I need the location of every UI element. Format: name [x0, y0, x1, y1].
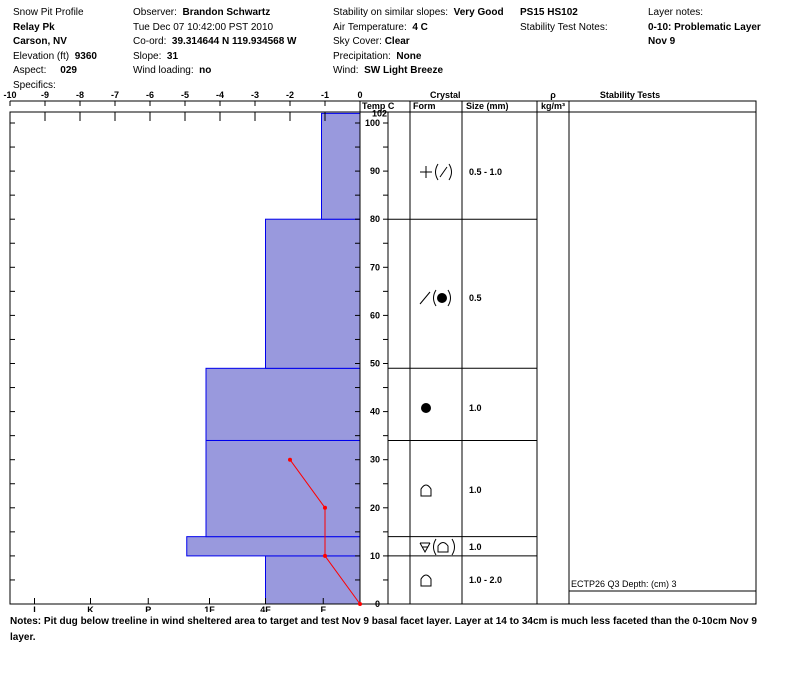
- height-tick-label: 70: [369, 262, 380, 273]
- layer-size: 1.0: [469, 542, 482, 552]
- elevation-value: 9360: [74, 50, 97, 62]
- layer-size: 1.0: [469, 485, 482, 495]
- temperature-point: [323, 506, 327, 510]
- height-top-label: 102: [371, 108, 387, 119]
- temp-tick-label: -10: [3, 90, 17, 100]
- layer-row: [421, 485, 482, 496]
- coord-label: Co-ord:: [133, 36, 167, 48]
- temp-tick-label: -1: [320, 90, 330, 100]
- air-temp-value: 4 C: [412, 21, 428, 33]
- hardness-bar: [206, 368, 360, 440]
- hardness-bar: [187, 537, 360, 556]
- stability-test-notes-label: Stability Test Notes:: [520, 21, 608, 33]
- layer-row: [420, 539, 482, 555]
- layer-row: [420, 290, 482, 306]
- height-tick-label: 50: [369, 358, 380, 369]
- hardness-tick-label: 1F: [204, 605, 215, 612]
- wind-value: SW Light Breeze: [364, 65, 444, 77]
- paren-icon: [452, 539, 455, 555]
- slope-label: Slope:: [133, 50, 162, 62]
- decomposing-icon: [420, 292, 430, 304]
- faceted-crystal-icon: [421, 485, 431, 496]
- paren-icon: [448, 290, 451, 306]
- layer-notes-label: Layer notes:: [648, 7, 704, 18]
- aspect-value: 029: [60, 65, 77, 77]
- temp-tick-label: -8: [75, 90, 85, 100]
- crystal-header: Crystal: [430, 90, 461, 100]
- observer-value: Brandon Schwartz: [182, 7, 271, 18]
- location: Relay Pk: [13, 21, 55, 33]
- decomposing-icon: [440, 167, 447, 177]
- temp-tick-label: 0: [357, 90, 363, 100]
- layer-row: [421, 403, 482, 413]
- air-temp-label: Air Temperature:: [333, 21, 407, 33]
- layer-size: 1.0 - 2.0: [469, 575, 503, 585]
- hardness-tick-label: I: [33, 605, 36, 612]
- rounded-grain-icon: [437, 293, 447, 303]
- elevation-label: Elevation (ft): [13, 50, 70, 62]
- temperature-point: [358, 602, 362, 606]
- faceted-crystal-icon: [438, 543, 448, 553]
- specifics-label: Specifics:: [13, 79, 56, 91]
- layer-size: 0.5 - 1.0: [469, 167, 503, 177]
- layer-notes-value-2: Nov 9: [648, 36, 676, 48]
- temp-tick-label: -7: [110, 90, 120, 100]
- height-tick-label: 10: [369, 550, 380, 561]
- chart-frame: [10, 101, 756, 604]
- height-tick-label: 90: [369, 166, 380, 177]
- hardness-bar: [206, 440, 360, 536]
- coord-value: 39.314644 N 119.934568 W: [171, 36, 297, 48]
- layer-notes-value: 0-10: Problematic Layer: [648, 21, 761, 33]
- height-tick-label: 40: [369, 406, 380, 417]
- layer-table: [388, 164, 756, 591]
- wind-loading-label: Wind loading:: [133, 65, 194, 77]
- precip-label: Precipitation:: [333, 50, 391, 62]
- temperature-point: [323, 554, 327, 558]
- temp-tick-label: -4: [215, 90, 225, 100]
- datetime: Tue Dec 07 10:42:00 PST 2010: [133, 21, 274, 33]
- wind-label: Wind:: [333, 65, 359, 77]
- rho-header: ρ: [550, 90, 556, 100]
- layer-size: 0.5: [469, 293, 482, 303]
- form-header: Form: [413, 101, 436, 111]
- temp-tick-label: -2: [285, 90, 295, 100]
- size-header: Size (mm): [466, 101, 509, 111]
- stability-test-result: ECTP26 Q3 Depth: (cm) 3: [571, 579, 677, 589]
- layer-size: 1.0: [469, 403, 482, 413]
- sky-label: Sky Cover:: [333, 36, 382, 48]
- depth-hoar-icon: [420, 543, 430, 552]
- faceted-crystal-icon: [421, 575, 431, 586]
- stability-label: Stability on similar slopes:: [333, 7, 449, 18]
- temperature-point: [288, 458, 292, 462]
- hardness-tick-label: K: [87, 605, 94, 612]
- temp-tick-label: -9: [40, 90, 50, 100]
- hardness-bar: [266, 556, 361, 604]
- hardness-bar: [266, 219, 361, 368]
- notes-text: Pit dug below treeline in wind sheltered area to target and test Nov 9 basal facet layer. Layer at 14 to 34cm is much less faceted than the 0-10cm Nov 9 layer.: [10, 616, 757, 643]
- notes: [10, 614, 770, 646]
- temp-column-header: Temp C: [362, 101, 395, 111]
- temp-tick-label: -5: [180, 90, 190, 100]
- region: Carson, NV: [13, 36, 67, 48]
- aspect-label: Aspect:: [13, 65, 47, 77]
- wind-loading-value: no: [199, 65, 212, 77]
- pit-profile-title: Snow Pit Profile: [13, 7, 84, 18]
- slope-value: 31: [166, 50, 179, 62]
- height-tick-label: 0: [374, 599, 380, 609]
- height-tick-label: 100: [364, 118, 380, 128]
- sky-value: Clear: [384, 36, 410, 48]
- stability-tests-header: Stability Tests: [599, 90, 661, 100]
- hardness-profile: [187, 113, 360, 604]
- hardness-bar: [322, 113, 361, 219]
- height-tick-label: 60: [369, 310, 380, 321]
- pit-id: PS15 HS102: [520, 7, 578, 18]
- rounded-grain-icon: [421, 403, 431, 413]
- layer-row: [420, 164, 502, 180]
- temp-tick-label: -6: [145, 90, 155, 100]
- height-tick-label: 30: [369, 454, 380, 465]
- notes-label: Notes:: [10, 616, 42, 627]
- paren-icon: [434, 290, 437, 306]
- hardness-tick-label: P: [145, 605, 152, 612]
- paren-icon: [436, 164, 439, 180]
- height-tick-label: 80: [369, 214, 380, 225]
- temp-tick-label: -3: [250, 90, 260, 100]
- precip-value: None: [396, 50, 422, 62]
- hardness-tick-label: 4F: [260, 605, 271, 612]
- rho-unit-header: kg/m³: [540, 101, 566, 111]
- height-tick-label: 20: [369, 502, 380, 513]
- paren-icon: [434, 539, 437, 555]
- hardness-tick-label: F: [320, 605, 326, 612]
- paren-icon: [449, 164, 452, 180]
- observer-label: Observer:: [133, 7, 177, 18]
- stability-value: Very Good: [453, 7, 504, 18]
